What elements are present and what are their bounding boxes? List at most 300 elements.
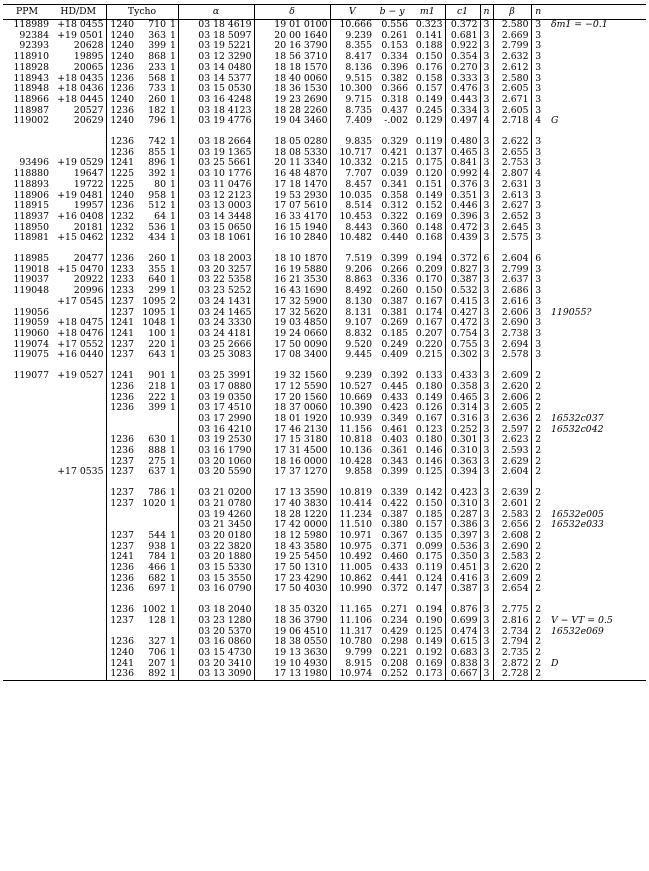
cell-c1: 0.396 — [445, 212, 480, 223]
cell-m1: 0.146 — [415, 456, 443, 467]
cell-alpha: 03 23 5252 — [178, 286, 254, 297]
cell-delta: 18 10 1870 — [254, 254, 330, 265]
cell-delta: 18 37 0060 — [254, 403, 330, 414]
cell-beta: 2.580 — [493, 74, 531, 85]
cell-m1: 0.152 — [415, 201, 443, 212]
cell-delta: 20 00 1640 — [254, 31, 330, 42]
cell-c1: 0.310 — [445, 446, 480, 457]
cell-c1: 0.451 — [445, 563, 480, 574]
cell-hd — [51, 659, 106, 670]
col-header-v: V — [330, 5, 374, 20]
cell-tycho-zone: 1240 — [106, 191, 136, 202]
cell-beta: 2.636 — [493, 414, 531, 425]
cell-tycho-component: 1 — [170, 264, 176, 275]
table-row — [3, 542, 646, 553]
cell-beta: 2.609 — [493, 371, 531, 382]
cell-n1: 3 — [480, 584, 493, 595]
cell-m1: 0.125 — [415, 626, 443, 637]
cell-beta: 2.734 — [493, 627, 531, 638]
cell-b-y: 0.361 — [381, 446, 409, 457]
cell-beta: 2.637 — [493, 275, 531, 286]
cell-b-y: 0.460 — [381, 552, 409, 563]
cell-n2: 3 — [531, 95, 545, 106]
cell-v: 10.862 — [330, 574, 374, 585]
cell-delta: 17 08 3400 — [254, 350, 330, 361]
cell-b-y: 0.392 — [381, 371, 409, 382]
cell-ppm — [3, 467, 51, 478]
cell-tycho-number: 218 — [148, 381, 166, 392]
cell-beta: 2.629 — [493, 457, 531, 468]
cell-beta: 2.738 — [493, 329, 531, 340]
cell-beta: 2.694 — [493, 340, 531, 351]
cell-tycho-number: 640 — [148, 275, 166, 286]
cell-tycho-zone: 1241 — [106, 552, 136, 563]
cell-alpha: 03 16 1790 — [178, 446, 254, 457]
cell-n1: 3 — [480, 648, 493, 659]
cell-hd: +19 0527 — [57, 371, 104, 382]
cell-note — [545, 95, 646, 106]
cell-m1: 0.150 — [415, 498, 443, 509]
cell-n1: 3 — [480, 137, 493, 148]
table-row — [3, 520, 646, 531]
cell-note — [545, 180, 646, 191]
cell-beta: 2.799 — [493, 265, 531, 276]
cell-tycho-component: 1 — [170, 190, 176, 201]
cell-alpha: 03 25 2666 — [178, 340, 254, 351]
cell-c1: 0.683 — [445, 648, 480, 659]
table-row — [3, 574, 646, 585]
cell-alpha: 03 20 1880 — [178, 552, 254, 563]
cell-v: 8.130 — [330, 297, 374, 308]
cell-c1: 0.363 — [445, 457, 480, 468]
cell-v: 9.239 — [330, 31, 374, 42]
cell-note — [545, 148, 646, 159]
cell-tycho-zone: 1240 — [106, 52, 136, 63]
cell-note — [545, 552, 646, 563]
cell-n2: 3 — [531, 106, 545, 117]
cell-tycho-zone: 1240 — [106, 648, 136, 659]
cell-tycho-number: 536 — [148, 222, 166, 233]
table-row — [3, 648, 646, 659]
cell-n1: 3 — [480, 627, 493, 638]
cell-tycho-component: 1 — [168, 669, 178, 680]
cell-n1: 6 — [480, 254, 493, 265]
group-spacer — [3, 478, 646, 488]
cell-v: 11.510 — [330, 520, 374, 531]
cell-m1: 0.149 — [415, 637, 443, 648]
cell-tycho-number: 466 — [148, 563, 166, 574]
cell-n2: 2 — [531, 542, 545, 553]
cell-hd: 20996 — [73, 286, 104, 297]
cell-beta: 2.728 — [493, 669, 531, 680]
cell-hd: +18 0475 — [57, 318, 104, 329]
cell-alpha: 03 25 5661 — [178, 158, 254, 169]
cell-alpha: 03 16 0790 — [178, 584, 254, 595]
cell-v: 7.519 — [330, 254, 374, 265]
cell-note — [545, 605, 646, 616]
cell-n1: 3 — [480, 552, 493, 563]
cell-b-y: 0.334 — [381, 52, 409, 63]
cell-m1: 0.220 — [415, 339, 443, 350]
cell-b-y: 0.215 — [381, 158, 409, 169]
cell-ppm: 119060 — [13, 328, 49, 339]
table-row — [3, 116, 646, 127]
cell-beta: 2.608 — [493, 531, 531, 542]
cell-c1: 0.433 — [445, 371, 480, 382]
cell-ppm: 119074 — [13, 339, 49, 350]
cell-alpha: 03 19 2530 — [178, 435, 254, 446]
cell-note — [545, 297, 646, 308]
cell-tycho-number — [136, 520, 168, 531]
cell-alpha: 03 15 5330 — [178, 563, 254, 574]
cell-beta: 2.631 — [493, 180, 531, 191]
cell-ppm — [3, 659, 51, 670]
cell-tycho-number: 710 — [148, 19, 166, 30]
cell-beta: 2.655 — [493, 148, 531, 159]
cell-note — [545, 350, 646, 361]
cell-tycho-number: 260 — [148, 254, 166, 265]
cell-c1: 0.310 — [445, 499, 480, 510]
cell-tycho-component: 1 — [170, 169, 176, 180]
cell-beta: 2.735 — [493, 648, 531, 659]
cell-b-y: 0.153 — [381, 41, 409, 52]
cell-c1: 0.532 — [445, 286, 480, 297]
cell-note: 16532e005 — [551, 509, 604, 520]
cell-m1: 0.142 — [415, 488, 443, 499]
cell-tycho-component: 1 — [170, 615, 176, 626]
table-row — [3, 180, 646, 191]
cell-v: 8.136 — [330, 63, 374, 74]
cell-beta: 2.656 — [493, 520, 531, 531]
cell-n2: 3 — [531, 84, 545, 95]
cell-v: 10.666 — [330, 20, 374, 31]
table-row — [3, 41, 646, 52]
cell-delta: 18 36 3790 — [254, 616, 330, 627]
cell-note: 16532e033 — [551, 520, 604, 531]
cell-b-y: 0.429 — [381, 626, 409, 637]
cell-m1: 0.149 — [415, 392, 443, 403]
cell-tycho-number: 1095 — [142, 296, 166, 307]
cell-c1: 0.387 — [445, 275, 480, 286]
cell-n1: 3 — [480, 275, 493, 286]
cell-note — [545, 31, 646, 42]
cell-ppm — [3, 297, 51, 308]
cell-tycho-zone: 1225 — [106, 169, 136, 180]
table-row — [3, 286, 646, 297]
cell-note — [545, 340, 646, 351]
cell-v: 8.457 — [330, 180, 374, 191]
cell-m1: 0.245 — [415, 105, 443, 116]
cell-v: 11.165 — [330, 605, 374, 616]
cell-delta: 17 12 5590 — [254, 382, 330, 393]
cell-hd — [51, 563, 106, 574]
cell-tycho-zone: 1232 — [106, 223, 136, 234]
cell-m1: 0.099 — [415, 541, 443, 552]
cell-n2: 3 — [531, 265, 545, 276]
cell-v: 10.390 — [330, 403, 374, 414]
cell-c1: 0.372 — [445, 20, 480, 31]
col-header-c1: c1 — [445, 5, 480, 20]
cell-alpha: 03 23 1280 — [178, 616, 254, 627]
cell-tycho-number: 958 — [148, 190, 166, 201]
cell-n2: 3 — [531, 223, 545, 234]
cell-delta: 18 56 3710 — [254, 52, 330, 63]
cell-n1: 3 — [480, 371, 493, 382]
col-header-n1: n — [480, 5, 493, 20]
cell-n2: 2 — [531, 499, 545, 510]
cell-tycho-zone: 1237 — [106, 542, 136, 553]
cell-tycho-component: 1 — [170, 530, 176, 541]
cell-n1: 3 — [480, 605, 493, 616]
cell-m1: 0.119 — [415, 137, 443, 148]
cell-tycho-number: 1002 — [142, 605, 166, 616]
col-header-ppm: PPM — [3, 5, 51, 20]
cell-alpha: 03 20 0180 — [178, 531, 254, 542]
cell-c1: 0.333 — [445, 74, 480, 85]
cell-tycho-component: 1 — [170, 30, 176, 41]
cell-ppm: 119077 — [13, 371, 49, 382]
cell-n1: 3 — [480, 467, 493, 478]
cell-c1: 0.415 — [445, 297, 480, 308]
cell-b-y: 0.312 — [381, 201, 409, 212]
cell-v: 8.355 — [330, 41, 374, 52]
cell-v: 10.300 — [330, 84, 374, 95]
cell-m1: 0.141 — [415, 30, 443, 41]
cell-hd: +18 0435 — [57, 73, 104, 84]
cell-beta: 2.593 — [493, 446, 531, 457]
cell-tycho-component — [168, 520, 178, 531]
cell-b-y: 0.399 — [381, 467, 409, 478]
cell-hd: 20629 — [73, 116, 104, 127]
cell-n1: 3 — [480, 158, 493, 169]
cell-tycho-zone: 1232 — [106, 212, 136, 223]
cell-beta: 2.753 — [493, 158, 531, 169]
cell-m1: 0.175 — [415, 158, 443, 169]
cell-ppm: 93496 — [19, 158, 49, 169]
cell-note — [545, 403, 646, 414]
cell-n1: 3 — [480, 20, 493, 31]
cell-n2: 2 — [531, 382, 545, 393]
cell-c1: 0.358 — [445, 382, 480, 393]
col-header-alpha: α — [178, 5, 254, 20]
cell-alpha: 03 10 1776 — [178, 169, 254, 180]
cell-tycho-number: 682 — [148, 573, 166, 584]
cell-hd: 20477 — [73, 254, 104, 265]
cell-delta: 18 16 0000 — [254, 457, 330, 468]
cell-delta: 16 33 4170 — [254, 212, 330, 223]
cell-n2: 3 — [531, 318, 545, 329]
cell-beta: 2.645 — [493, 223, 531, 234]
cell-hd: 20527 — [73, 105, 104, 116]
cell-tycho-number: 568 — [148, 73, 166, 84]
table-row — [3, 393, 646, 404]
cell-m1: 0.120 — [415, 169, 443, 180]
cell-n2: 3 — [531, 74, 545, 85]
cell-delta: 19 53 2930 — [254, 191, 330, 202]
cell-note — [545, 488, 646, 499]
cell-b-y: 0.318 — [381, 94, 409, 105]
cell-tycho-number: 784 — [148, 552, 166, 563]
table-row — [3, 499, 646, 510]
cell-tycho-zone: 1241 — [106, 158, 136, 169]
cell-ppm — [3, 584, 51, 595]
cell-n2: 3 — [531, 158, 545, 169]
cell-tycho-zone — [106, 425, 136, 436]
cell-b-y: 0.396 — [381, 62, 409, 73]
cell-hd — [51, 542, 106, 553]
cell-tycho-component: 1 — [170, 637, 176, 648]
cell-delta: 17 50 4030 — [254, 584, 330, 595]
cell-ppm: 118989 — [13, 19, 49, 30]
cell-b-y: 0.445 — [381, 381, 409, 392]
cell-delta: 17 20 1560 — [254, 393, 330, 404]
cell-tycho-zone: 1233 — [106, 286, 136, 297]
cell-delta: 16 21 3530 — [254, 275, 330, 286]
cell-b-y: 0.298 — [381, 637, 409, 648]
cell-hd — [51, 446, 106, 457]
cell-v: 9.520 — [330, 340, 374, 351]
cell-tycho-zone: 1240 — [106, 41, 136, 52]
cell-tycho-component: 1 — [170, 498, 176, 509]
cell-hd: 20065 — [73, 62, 104, 73]
table-row — [3, 425, 646, 436]
cell-beta: 2.583 — [493, 552, 531, 563]
table-header-row — [3, 5, 646, 20]
cell-n2: 2 — [531, 446, 545, 457]
cell-c1: 0.841 — [445, 158, 480, 169]
table-row — [3, 627, 646, 638]
cell-m1: 0.167 — [415, 296, 443, 307]
cell-n2: 3 — [531, 20, 545, 31]
cell-tycho-zone: 1240 — [106, 116, 136, 127]
cell-b-y: 0.349 — [381, 413, 409, 424]
cell-tycho-number: 128 — [148, 615, 166, 626]
cell-hd — [51, 574, 106, 585]
cell-tycho-zone: 1236 — [106, 84, 136, 95]
cell-n1: 3 — [480, 297, 493, 308]
cell-beta: 2.605 — [493, 106, 531, 117]
cell-c1: 0.397 — [445, 531, 480, 542]
cell-beta: 2.718 — [493, 116, 531, 127]
cell-ppm: 118906 — [13, 190, 49, 201]
cell-n1: 3 — [480, 52, 493, 63]
table-row — [3, 223, 646, 234]
cell-tycho-component: 1 — [170, 339, 176, 350]
cell-v: 9.515 — [330, 74, 374, 85]
cell-tycho-number: 100 — [148, 328, 166, 339]
cell-ppm: 118966 — [13, 94, 49, 105]
cell-tycho-zone — [106, 627, 136, 638]
cell-alpha: 03 13 3090 — [178, 669, 254, 680]
cell-beta: 2.671 — [493, 95, 531, 106]
cell-ppm — [3, 403, 51, 414]
cell-n2: 2 — [531, 584, 545, 595]
table-row — [3, 318, 646, 329]
cell-tycho-number — [136, 414, 168, 425]
cell-n2: 3 — [531, 201, 545, 212]
cell-hd: 20628 — [73, 41, 104, 52]
cell-tycho-component: 1 — [170, 467, 176, 478]
cell-tycho-zone: 1241 — [106, 371, 136, 382]
cell-delta: 18 05 0280 — [254, 137, 330, 148]
cell-tycho-component: 1 — [170, 201, 176, 212]
cell-n2: 2 — [531, 605, 545, 616]
cell-c1: 0.270 — [445, 63, 480, 74]
cell-b-y: 0.409 — [381, 350, 409, 361]
cell-n1: 4 — [480, 169, 493, 180]
cell-b-y: 0.556 — [381, 19, 409, 30]
cell-m1: 0.133 — [415, 371, 443, 382]
cell-tycho-zone: 1237 — [106, 499, 136, 510]
cell-note: 16532e069 — [551, 626, 604, 637]
table-row — [3, 148, 646, 159]
cell-hd: +19 0501 — [57, 30, 104, 41]
cell-beta: 2.632 — [493, 52, 531, 63]
cell-n2: 2 — [531, 669, 545, 680]
cell-tycho-component: 1 — [170, 19, 176, 30]
cell-tycho-component: 2 — [170, 296, 176, 307]
cell-m1: 0.176 — [415, 62, 443, 73]
cell-m1: 0.168 — [415, 233, 443, 244]
cell-m1: 0.135 — [415, 530, 443, 541]
cell-delta: 18 36 1530 — [254, 84, 330, 95]
cell-tycho-number: 938 — [148, 541, 166, 552]
cell-b-y: 0.382 — [381, 73, 409, 84]
cell-n1: 3 — [480, 265, 493, 276]
cell-beta: 2.799 — [493, 41, 531, 52]
cell-note — [545, 223, 646, 234]
cell-n1: 3 — [480, 531, 493, 542]
cell-beta: 2.612 — [493, 63, 531, 74]
cell-hd — [51, 531, 106, 542]
cell-v: 11.156 — [330, 425, 374, 436]
cell-ppm — [3, 648, 51, 659]
cell-c1: 0.416 — [445, 574, 480, 585]
table-row — [3, 254, 646, 265]
cell-tycho-component — [168, 425, 178, 436]
cell-beta: 2.578 — [493, 350, 531, 361]
cell-delta: 16 10 2840 — [254, 233, 330, 244]
cell-beta: 2.816 — [493, 616, 531, 627]
cell-tycho-number: 220 — [148, 339, 166, 350]
cell-tycho-component: 1 — [170, 147, 176, 158]
cell-note: 119055? — [551, 307, 592, 318]
cell-note — [545, 137, 646, 148]
cell-ppm — [3, 393, 51, 404]
cell-tycho-number: 182 — [148, 105, 166, 116]
cell-b-y: 0.322 — [381, 211, 409, 222]
cell-note — [545, 74, 646, 85]
cell-m1: 0.119 — [415, 563, 443, 574]
cell-c1: 0.474 — [445, 627, 480, 638]
cell-c1: 0.316 — [445, 414, 480, 425]
cell-c1: 0.472 — [445, 223, 480, 234]
cell-delta: 19 25 5450 — [254, 552, 330, 563]
cell-delta: 19 13 3630 — [254, 648, 330, 659]
cell-beta: 2.690 — [493, 542, 531, 553]
cell-tycho-number — [136, 627, 168, 638]
cell-hd — [51, 669, 106, 680]
cell-m1: 0.151 — [415, 179, 443, 190]
cell-beta: 2.639 — [493, 488, 531, 499]
cell-n2: 3 — [531, 137, 545, 148]
cell-tycho-component: 1 — [170, 350, 176, 361]
cell-n1: 3 — [480, 425, 493, 436]
cell-b-y: 0.433 — [381, 563, 409, 574]
cell-c1: 0.754 — [445, 329, 480, 340]
cell-note — [545, 584, 646, 595]
cell-c1: 0.446 — [445, 201, 480, 212]
